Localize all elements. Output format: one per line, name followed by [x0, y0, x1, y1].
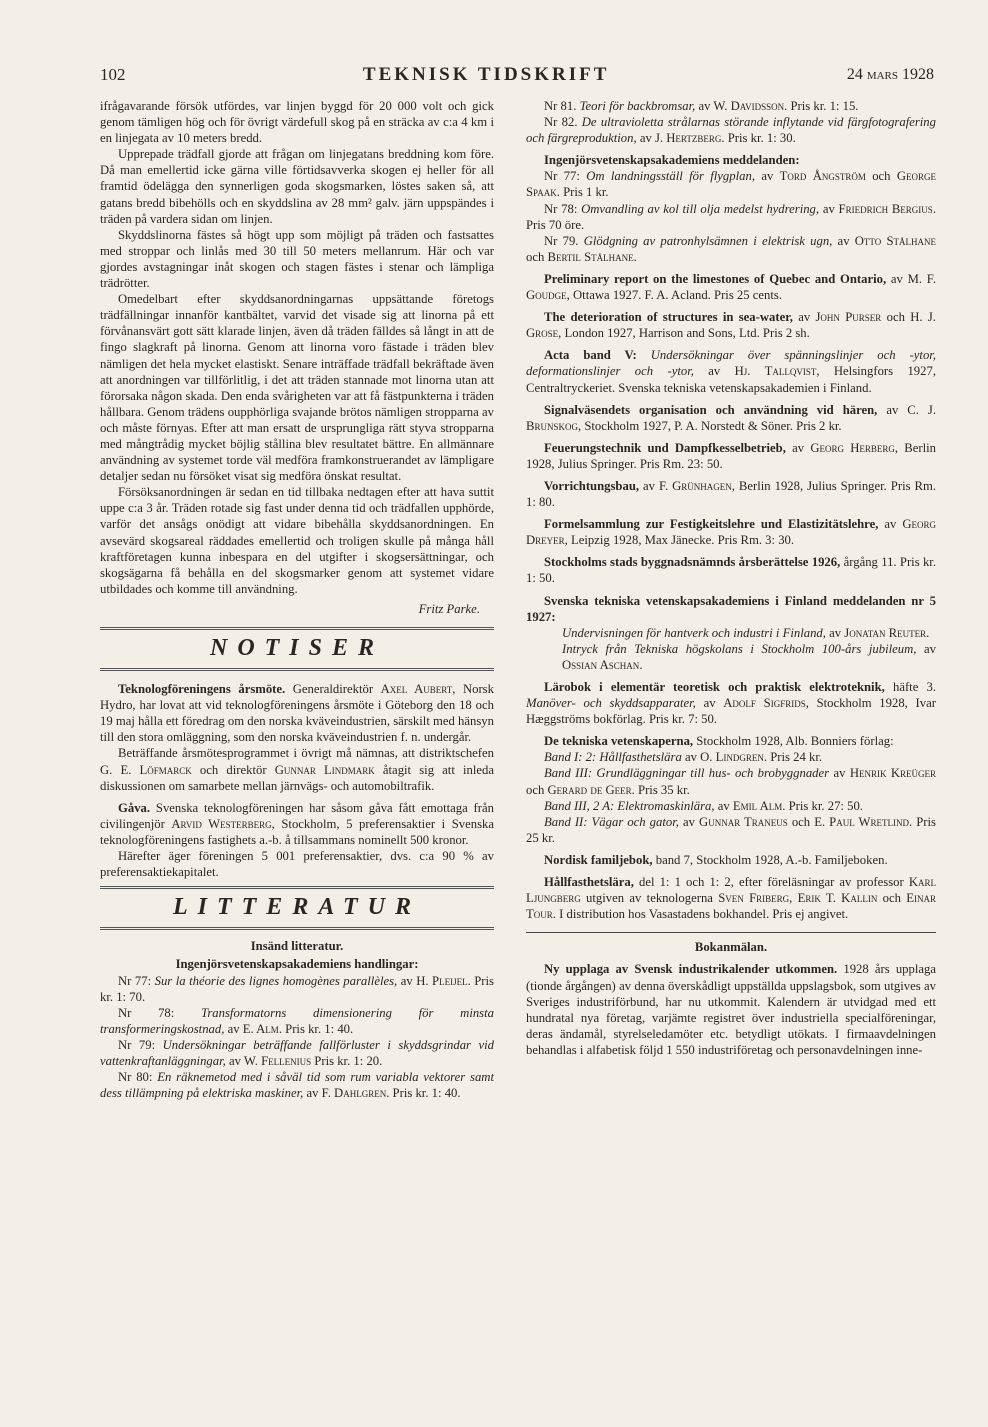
book-entry: Stockholms stads byggnadsnämnds årsberättelse 1926, årgång 11. Pris kr. 1: 50. [526, 555, 937, 586]
book-entry: Feuerungstechnik und Dampfkesselbetrieb, av Georg Herberg, Berlin 1928, Julius Springer. Pris Rm. 23: 50. [526, 440, 937, 471]
article-paragraph: ifrågavarande försök utfördes, var linjen byggd för 20 000 volt och gick genom tämligen hög och för övrigt värdefull skog på en sträcka av c:a 4 km i en linjegata av 10 meters bredd. [100, 99, 494, 146]
meddelande-entry: Nr 79. Glödgning av patronhylsämnen i elektrisk ugn, av Otto Stålhane och Bertil Stålhane. [526, 233, 937, 264]
meddelande-entry: Nr 78: Omvandling av kol till olja medelst hydrering, av Friedrich Bergius. Pris 70 öre. [526, 201, 936, 232]
meddelande-entry: Nr 77: Om landningsställ för flygplan, av Tord Ångström och George Spaak. Pris 1 kr. [526, 169, 937, 200]
notice-program: Beträffande årsmötesprogrammet i övrigt må nämnas, att distriktschefen G. E. Löfmarck och direktör Gunnar Lindmark åtagit sig att inleda diskussionen om samarbete mellan järnvägs- och automobiltrafik. [100, 746, 494, 793]
section-divider [100, 886, 494, 889]
handlingar-heading: Ingenjörsvetenskapsakademiens handlingar: [175, 957, 419, 972]
bokanmalan-heading: Bokanmälan. [694, 940, 768, 955]
book-entry: Lärobok i elementär teoretisk och praktisk elektroteknik, häfte 3. Manöver- och skyddsapparater, av Adolf Sigfrids, Stockholm 1928, Ivar Hæggströms bokförlag. Pris kr. 7: 50. [526, 680, 936, 727]
book-entry: Vorrichtungsbau, av F. Grünhagen, Berlin 1928, Julius Springer. Pris Rm. 1: 80. [526, 478, 936, 510]
right-column [526, 98, 936, 1058]
book-entry: De tekniska vetenskaperna, Stockholm 1928, Alb. Bonniers förlag: [544, 734, 894, 749]
book-entry: Formelsammlung zur Festigkeitslehre und Elastizitätslehre, av Georg Dreyer, Leipzig 1928, Max Jänecke. Pris Rm. 3: 30. [526, 517, 936, 548]
handling-entry: Nr 82. De ultravioletta strålarnas störande inflytande vid färgfotografering och färgreproduktion, av J. Hertzberg. Pris kr. 1: 30. [526, 115, 936, 146]
article-paragraph: Skyddslinorna fästes så högt upp som möjligt på träden och fastsattes med stroppar och linlås med 30 till 50 meters mellanrum. Här och var gjordes avstagningar inåt skogen och stagen fästes i stenar och lämpliga trädrötter. [100, 227, 494, 291]
page-header [100, 60, 934, 90]
handling-entry: Nr 77: Sur la théorie des lignes homogènes parallèles, av H. Pleijel. Pris kr. 1: 70. [100, 973, 494, 1004]
book-subentry: Band III: Grundläggningar till hus- och brobyggnader av Henrik Kreüger och Gerard de Geer. Pris 35 kr. [526, 766, 936, 797]
section-divider [100, 627, 494, 630]
author-signature: Fritz Parke. [418, 601, 480, 616]
handling-entry: Nr 78: Transformatorns dimensionering för minsta transformeringskostnad, av E. Alm. Pris kr. 1: 40. [100, 1005, 494, 1036]
book-subentry: Band III, 2 A: Elektromaskinlära, av Emil Alm. Pris kr. 27: 50. [544, 798, 863, 813]
insand-heading: Insänd litteratur. [250, 939, 344, 954]
book-subentry: Intryck från Tekniska högskolans i Stockholm 100-års jubileum, av Ossian Aschan. [562, 641, 936, 672]
issue-date: 24 mars 1928 [846, 66, 934, 83]
article-paragraph: Omedelbart efter skyddsanordningarnas uppsättande företogs trädfällningar innanför kantbältet, varvid det visade sig att linorna på ett förvånansvärt gott sätt klarade linjen, även då träden fälldes så långt in att de fingo slagkraft på linorna. Genom att linorna voro fästade i träden blev nämligen det hela mycket elastiskt. Senare inträffade trädfall bekräftade även att anordningen var tillförlitlig, i det att träden stannade mot linorna utan att förorsaka någon skada. Den enda svårigheten var att få fästpunkterna i träden hållbara. Genom trädens oupphörliga svajande brötos nämligen stropparna av och måste förnyas. Efter att man ersatt de ursprungliga rätt styva stropparna med mångtrådig mycket böjlig stållina blev resultatet bättre. En allmännare användning av systemet torde väl medföra framkonstruerandet av lämpligare detaljer sedan nu försöket visat sig medföra önskat resultat. [100, 292, 494, 484]
article-paragraph: Försöksanordningen är sedan en tid tillbaka nedtagen efter att hava suttit uppe c:a 3 år. Träden rotade sig fast under denna tid och trädfallen upphörde, varför det ansågs onödigt att vidare bibehålla skyddsanordningen. En avsevärd skogsareal räddades emellertid och troligen skulle på många håll kraftföretagen kunna inbespara en del utgifter i skogsersättningar, och skogsägarna få behålla en del skogsmarker genom att systemet vidare utbildades och komme till användning. [100, 485, 494, 596]
handling-entry: Nr 79: Undersökningar beträffande fallförluster i skyddsgrindar vid vattenkraftanläggningar, av W. Fellenius Pris kr. 1: 20. [100, 1037, 494, 1068]
handling-entry: Nr 80: En räknemetod med i såväl tid som rum variabla vektorer samt dess tillämpning på elektriska maskiner, av F. Dahlgren. Pris kr. 1: 40. [100, 1070, 494, 1101]
article-paragraph: Upprepade trädfall gjorde att frågan om linjegatans breddning kom före. Då man emellertid icke gärna ville förtidsavverka skogen ej heller för all framtid ödelägga den synnerligen goda skogsmarken, löstes saken så, att gatans bredd bibehölls och en skyddslina av 28 mm² galv. järn uppspändes i träden på vardera sidan om linjen. [100, 147, 494, 226]
book-entry: Nordisk familjebok, band 7, Stockholm 1928, A.-b. Familjeboken. [544, 852, 888, 867]
page-number: 102 [100, 65, 126, 84]
book-entry: The deterioration of structures in sea-water, av John Purser och H. J. Grose, London 1927, Harrison and Sons, Ltd. Pris 2 sh. [526, 310, 936, 341]
handling-entry: Nr 81. Teori för backbromsar, av W. Davidsson. Pris kr. 1: 15. [544, 99, 859, 113]
book-entry: Hållfasthetslära, del 1: 1 och 1: 2, efter föreläsningar av professor Karl Ljungberg utgiven av teknologerna Sven Friberg, Erik T. Kallin och Einar Tour. I distribution hos Vasastadens bokhandel. Pris ej angivet. [526, 875, 937, 922]
notice-harefter: Härefter äger föreningen 5 001 preferensaktier, dvs. c:a 90 % av preferensaktiekapitalet. [100, 849, 494, 880]
book-entry: Acta band V: Undersökningar över spänningslinjer och -ytor, deformationslinjer och -ytor, av Hj. Tallqvist, Helsingfors 1927, Centraltryckeriet. Svenska tekniska vetenskapsakademien i Finland. [526, 348, 936, 395]
notice-teknologforeningen: Teknologföreningens årsmöte. Generaldirektör Axel Aubert, Norsk Hydro, har lovat att vid teknologföreningens årsmöte i Göteborg den 18 och 19 maj hålla ett föredrag om den norska kväveindustrien, särskilt med hänsyn till den stora omläggning, som den norska kväveindustrien f. n. undergår. [100, 682, 494, 745]
journal-title: TEKNISK TIDSKRIFT [362, 64, 610, 85]
meddelanden-heading: Ingenjörsvetenskapsakademiens meddelanden: [544, 153, 800, 168]
review-paragraph: Ny upplaga av Svensk industrikalender utkommen. 1928 års upplaga (tionde årgången) av denna överskådligt uppställda uppslagsbok, som utgives av Sveriges industriförbund, har nu utkommit. Kalendern är utvidgad med ett hundratal nya företag, varjämte registret över industriella specialföreningar, deras ändamål, styrelseledamöter etc. betydligt utökats. I firmaavdelningen behandlas i alfabetisk följd 1 550 industriföretag och personavdelningen inne- [526, 962, 936, 1057]
book-entry: Svenska tekniska vetenskapsakademiens i Finland meddelanden nr 5 1927: [526, 593, 936, 624]
book-subentry: Undervisningen för hantverk och industri i Finland, av Jonatan Reuter. [562, 625, 930, 640]
left-column [100, 98, 494, 1101]
litteratur-heading: LITTERATUR [172, 894, 422, 921]
notiser-heading: NOTISER [209, 635, 385, 661]
book-entry: Signalväsendets organisation och användning vid hären, av C. J. Brunskog, Stockholm 1927, P. A. Norstedt & Söner. Pris 2 kr. [526, 402, 936, 433]
book-subentry: Band II: Vägar och gator, av Gunnar Traneus och E. Paul Wretlind. Pris 25 kr. [526, 814, 936, 845]
book-entry: Preliminary report on the limestones of Quebec and Ontario, av M. F. Goudge, Ottawa 1927. F. A. Acland. Pris 25 cents. [526, 271, 936, 303]
notice-gava: Gåva. Svenska teknologföreningen har såsom gåva fått emottaga från civilingenjör Arvid Westerberg, Stockholm, 5 preferensaktier i Svenska teknologföreningens fastighets a.-b. å tillsammans nominellt 500 kronor. [100, 800, 494, 847]
book-subentry: Band I: 2: Hållfasthetslära av O. Lindgren. Pris 24 kr. [544, 750, 823, 765]
